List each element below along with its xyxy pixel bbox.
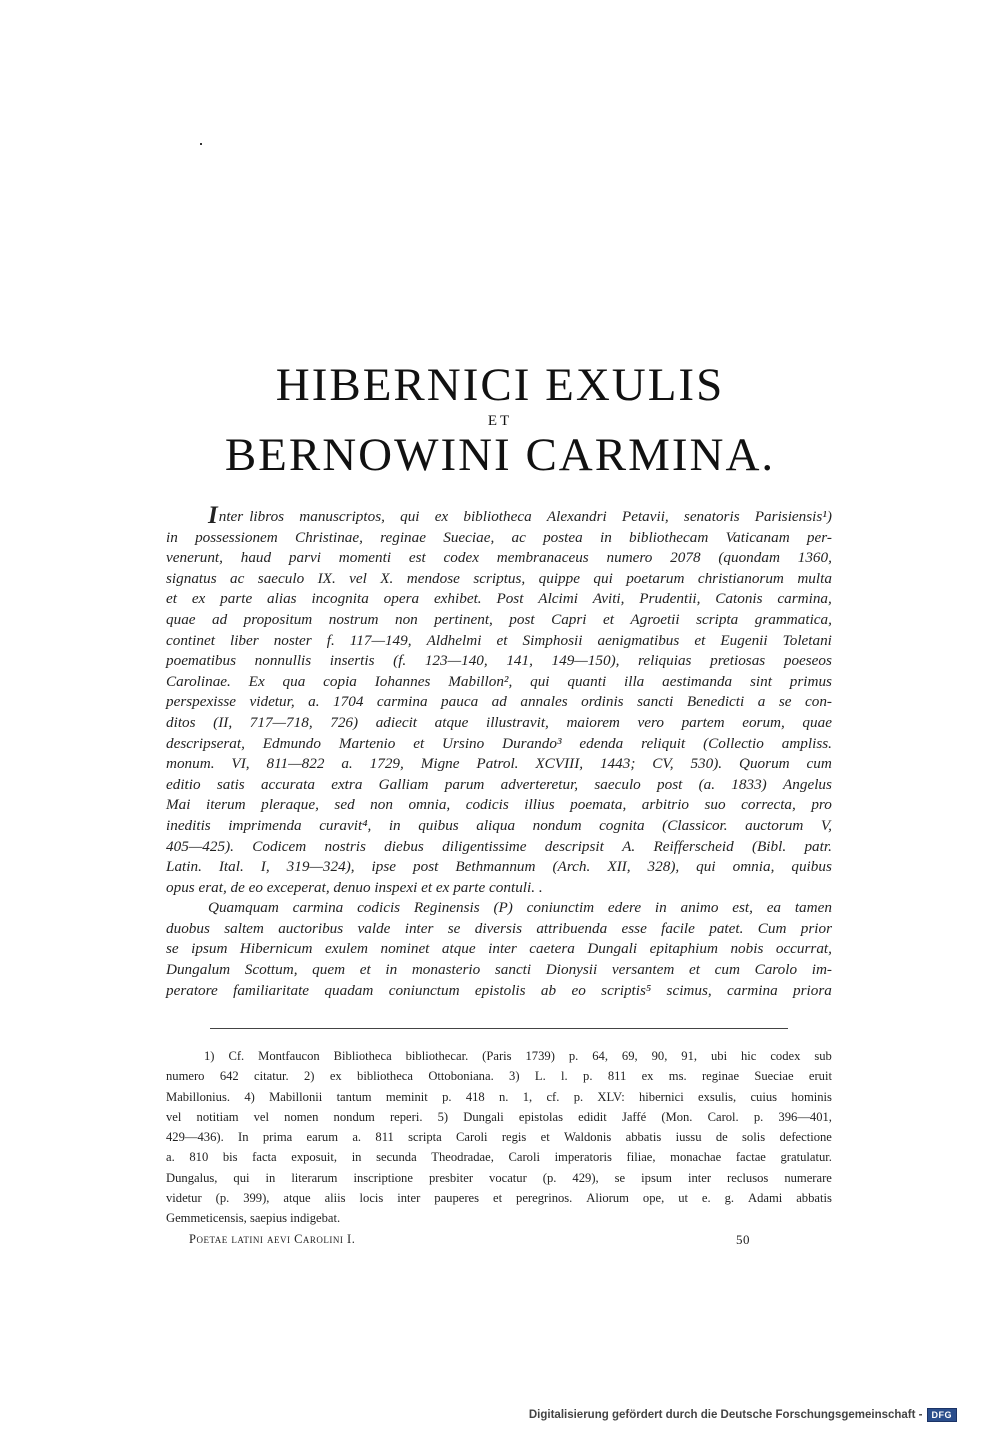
- text-line: Latin. Ital. I, 319—324), ipse post Bethmannum (Arch. XII, 328), qui omnia, quibus: [166, 858, 832, 876]
- footnote-line: vel notitiam vel nomen nondum reperi. 5) Dungali epistolas edidit Jaffé (Mon. Carol. p. 396—401,: [166, 1109, 832, 1124]
- text-line: I nter libros manuscriptos, qui ex bibliotheca Alexandri Petavii, senatoris Parisiensis¹): [208, 502, 832, 529]
- series-title: Poetae latini aevi Carolini I.: [189, 1232, 356, 1246]
- text-line: Dungalum Scottum, quem et in monasterio sancti Dionysii versantem et cum Carolo im-: [166, 961, 832, 979]
- text-line: peratore familiaritate quadam coniunctum epistolis ab eo scriptis⁵ scimus, carmina priora: [166, 981, 832, 999]
- text-line: ditos (II, 717—718, 726) adiecit atque illustravit, maiorem vero partem eorum, quae: [166, 713, 832, 731]
- ink-speck: [200, 143, 202, 145]
- text-line: et ex parte alias incognita opera exhibet. Post Alcimi Aviti, Prudentii, Catonis carmina,: [166, 590, 832, 608]
- title-line-2: BERNOWINI CARMINA.: [224, 429, 776, 481]
- text-line: poematibus nonnullis insertis (f. 123—140, 141, 149—150), reliquias pretiosas poeseos: [166, 652, 832, 670]
- text-line: continet liber noster f. 117—149, Aldhelmi et Simphosii aenigmatibus et Eugenii Toletani: [166, 631, 832, 649]
- text-line: descripserat, Edmundo Martenio et Ursino Durando³ edenda reliquit (Collectio ampliss.: [166, 734, 832, 752]
- footnote-line: a. 810 bis facta exposuit, in secunda Theodradae, Caroli imperatoris filiae, monachae factae gratulatur.: [166, 1150, 832, 1165]
- text-line: Carolinae. Ex qua copia Iohannes Mabillon², qui quanti illa aestimanda sint primus: [166, 672, 832, 690]
- main-text: [166, 502, 832, 1001]
- text-line: signatus ac saeculo IX. vel X. mendose scriptus, quippe qui poetarum christianorum multa: [166, 569, 832, 587]
- text-line: monum. VI, 811—822 a. 1729, Migne Patrol. XCVIII, 1443; CV, 530). Quorum cum: [166, 755, 832, 773]
- text-line: Quamquam carmina codicis Reginensis (P) coniunctim edere in animo est, ea tamen: [208, 899, 832, 917]
- paragraph-2: [166, 898, 832, 1001]
- text-line: in possessionem Christinae, reginae Sueciae, ac postea in bibliothecam Vaticanam per-: [166, 528, 832, 546]
- text-line: se ipsum Hibernicum exulem nominet atque inter caetera Dungali epitaphium nobis occurrat,: [166, 940, 832, 958]
- footnote-line: 1) Cf. Montfaucon Bibliotheca bibliothecar. (Paris 1739) p. 64, 69, 90, 91, ubi hic codex sub: [204, 1049, 832, 1063]
- footnote-line: 429—436). In prima earum a. 811 scripta Caroli regis et Waldonis abbatis iussu de solis defectione: [166, 1130, 832, 1145]
- text-line: duobus saltem auctoribus valde inter se diversis attribuenda esse facile patet. Cum prior: [166, 919, 832, 937]
- credit-text: Digitalisierung gefördert durch die Deutsche Forschungsgemeinschaft -: [528, 1409, 923, 1421]
- footnote-rule: [210, 1028, 788, 1029]
- digitization-credit: [529, 1408, 957, 1422]
- footnote-line: numero 642 citatur. 2) ex bibliotheca Ottoboniana. 3) L. l. p. 811 ex ms. reginae Sueciae eruit: [166, 1069, 832, 1084]
- text-line: perspexisse videtur, a. 1704 carmina pauca ad annales ordinis sancti Benedicti a se con-: [166, 693, 832, 711]
- footnote-line: Mabillonius. 4) Mabillonii tantum meminit p. 418 n. 1, cf. p. XLV: hibernici exsulis, cuius hominis: [166, 1089, 832, 1104]
- text-line: quae ad propositum nostrum non pertinent, post Capri et Agroetii scripta grammatica,: [166, 610, 832, 628]
- title-line-1: HIBERNICI EXULIS: [275, 359, 725, 411]
- text-line: opus erat, de eo exceperat, denuo inspexi et ex parte contuli. .: [166, 878, 543, 896]
- drop-cap: I: [208, 502, 218, 529]
- footnote-line: Gemmeticensis, saepius indigebat.: [166, 1211, 341, 1226]
- footnote-line: videtur (p. 399), atque aliis locis inter pauperes et peregrinos. Aliorum ope, ut e. g. Adami abbatis: [166, 1191, 832, 1206]
- text-line: venerunt, haud parvi momenti est codex membranaceus numero 2078 (quondam 1360,: [166, 549, 832, 567]
- text-line: editio satis accurata extra Galliam parum adverteretur, saeculo post (a. 1833) Angelus: [166, 775, 832, 793]
- page-number: 50: [736, 1232, 750, 1247]
- footnotes: [166, 1046, 832, 1229]
- text-line: 405—425). Codicem nostris diebus diligentissime descripsit A. Reifferscheid (Bibl. patr.: [166, 837, 832, 855]
- dfg-logo-icon: DFG: [927, 1408, 958, 1422]
- text-line: ineditis imprimenda curavit⁴, in quibus aliqua nondum cognita (Classicor. auctorum V,: [166, 816, 832, 834]
- footnote-line: Dungalus, qui in literarum inscriptione presbiter vocatur (p. 429), se ipsum inter reclusos numerare: [166, 1170, 832, 1185]
- paragraph-1: [166, 502, 832, 898]
- text-line: Mai iterum pleraque, sed non omnia, codicis illius poemata, arbitrio suo correcta, pro: [166, 796, 832, 814]
- title-conjunction: ET: [487, 413, 513, 429]
